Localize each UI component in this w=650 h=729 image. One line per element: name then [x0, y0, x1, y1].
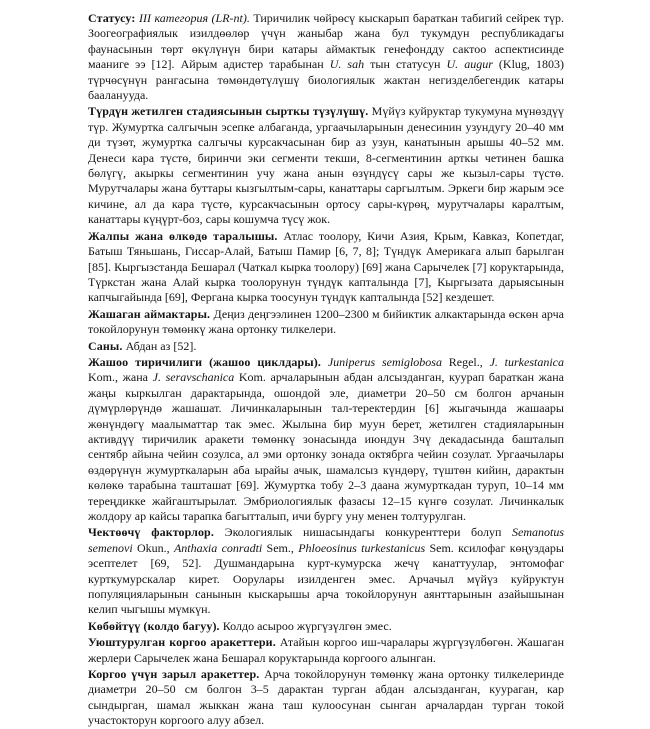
text-run: Regel., — [441, 354, 490, 369]
paragraph-lead: Көбөйтүү (колдо багуу). — [88, 618, 223, 633]
paragraph — [88, 339, 564, 354]
text-run: Атлас тоолору, Кичи Азия, Крым, Кавказ, Копетдаг, Батыш Тяньшань, Гиссар-Алай, Батыш Памир [6, 7, 8]; Түндүк Америкага алып барылган [85]. Кыргызстанда Бешарал (Чаткал кырка тоолору) [69] жана Сарычелек [7] коруктарында, Түркстан жана Алай кырка тоолорунун түндүк капталында [7], Кыргызата дарыясынын капчыгайында [69], Фергана кырка тоосунун түндүк капталында [52] кездешет. — [88, 228, 564, 305]
paragraph-lead: Жашаган аймактары. — [88, 306, 214, 321]
text-run: Kom. арчаларынын абдан алсызданган, куурап бараткан жана жаңы кыркылган дарактарында, ошондой эле, диаметри 20–50 см болгон арчанын дүмүрлөрүндө жашашат. Личинкаларынын тал-теректердин [6] жыгачында жашаары жөнүндөгү маалыматтар так эмес. Жылына бир муун берет, жетилген стадияларынын активдүү тиричилик аракети төмөнкү зонасында июндун 3чү декадасында башталып сентябр айына чейин созулса, ал эми ортонку зонада октябрга чейин созулат. Ургаачылары өздөрүнүн жумурткаларын аба ырайы ачык, шамалсыз күндөрү, түштөн кийин, дарактын көлөкө тарабына ташташат [69]. Жумуртка тобу 2–3 даана жумурткадан туруп, 10–14 мм тереңдикке жайгаштырылат. Эмбриологиялык фазасы 12–15 күнгө созулат. Личинкалык жолдору ар кайсы тарапка багытталып, ичи бургу уну менен толтурулган. — [88, 370, 564, 523]
paragraph — [88, 525, 564, 617]
text-run: Sem. ксилофаг көңуздары эсептелет [69, 52]. Душмандарына курт-кумурска жечү канаттуулар, энтомофаг курткумурскалар кирет. Оорулары изилденген эмес. Арчачыл мүйүз куйруктун популяцияларынын санынын кыскарышы арча токойлорунун аянттарынын азайышынан келип чыгышы мүмкүн. — [88, 540, 564, 617]
text-run: J. turkestanica — [489, 354, 564, 369]
text-run: Экологиялык нишасындагы конкуренттери болуп — [224, 525, 513, 540]
text-run: U. sah — [329, 57, 365, 72]
paragraph-lead: Чектөөчү факторлор. — [88, 525, 225, 540]
paragraph — [88, 667, 564, 729]
text-run: Juniperus semiglobosa — [327, 354, 442, 369]
paragraph — [88, 104, 564, 227]
text-run: J. seravschanica — [152, 370, 235, 385]
paragraph-lead: Уюштурулган коргоо аракеттери. — [88, 635, 280, 650]
text-run: Anthaxia conradti — [173, 540, 263, 555]
text-run: III категория (LR-nt). — [139, 11, 250, 25]
text-run: U. augur — [446, 57, 493, 72]
paragraph — [88, 355, 564, 524]
text-run: Деңиз деңгээлинен 1200–2300 м бийиктик алкактарында өскөн арча токойлорунун төмөнкү жана ортонку тилкелери. — [88, 306, 564, 337]
text-run: Sem., — [262, 540, 299, 555]
text-run: Phloeosinus turkestanicus — [298, 540, 426, 555]
text-run: тын статусун — [364, 57, 447, 72]
paragraph-lead: Жалпы жана өлкөдө таралышы. — [88, 228, 284, 243]
paragraph — [88, 229, 564, 306]
text-run: Атайын коргоо иш-чаралары жүргүзүлбөгөн. Жашаган жерлери Сарычелек жана Бешарал коруктарында коргоого алынган. — [88, 635, 564, 665]
paragraph — [88, 11, 564, 103]
text-run: Мүйүз куйруктар тукумуна мүнөздүү түр. Жумуртка салгычын эсепке албаганда, ургаачыларынын денесинин узундугу 20–40 мм ди түзөт, жумуртка салгычы курсакчасынан бир аз узун, канатынын арышы 40–52 мм. Денеси кара түстө, биринчи эки сегменти текши, 8-сегментинин арткы четинен башка бөлүгү, акыркы сегментинин учу жана анын өзүндүсү сары же кызыл-сары түстө. Мурутчалары жана буттары кызгылтым-сары, канаттары саргылтым. Эркеги бир жарым эсе кичине, ал да кара түстө, курсакчасынын ортосу сары-күрөң, мурутчалары каралтым, канаттары күңүрт-боз, сары кошумча түсү жок. — [88, 104, 564, 227]
text-run: Semanotus semenovi — [88, 525, 565, 555]
text-run: (Klug, 1803) түрчөсүнүн рангасына төмөндөтүлүшү биологиялык жактан негизделбегендик катары бааланууда. — [88, 57, 564, 103]
text-run: Kom., жана — [88, 370, 153, 385]
text-run: Арча токойлорунун төмөнкү жана ортонку тилкелеринде диаметри 20–50 см болгон 3–5 дарактан турган абдан алсызданган, куураган, кар сындырган, шамал жыккан жана таш кулоосунан сынган арчалардан турган токой участокторун коргоого алуу абзел. — [88, 667, 565, 728]
paragraph-lead: Статусу: — [88, 11, 139, 25]
paragraph-lead: Коргоо үчүн зарыл аракеттер. — [88, 667, 265, 682]
text-run: Абдан аз [52]. — [125, 338, 197, 353]
paragraph — [88, 619, 564, 634]
paragraph-lead: Түрдүн жетилген стадиясынын сырткы түзүлүшү. — [88, 104, 372, 119]
paragraph — [88, 635, 564, 666]
text-run: Колдо асыроо жүргүзүлгөн эмес. — [222, 618, 392, 633]
text-run: Тиричилик чөйрөсү кыскарып бараткан табигий сейрек түр. Зоогеографиялык изилдөөлөр үчүн жаныбар жана бул тукумдун республикадагы фаунасынын төрт өкүлүнүн бири катары аймактык генефондду сактоо аспектисинде мааниге ээ [12]. Айрым адистер тарабынан — [88, 11, 564, 72]
paragraph-lead: Жашоо тиричилиги (жашоо циклдары). — [88, 354, 328, 369]
paragraph — [88, 307, 564, 338]
paragraph-lead: Саны. — [88, 338, 126, 353]
text-run: Okun., — [132, 540, 174, 555]
